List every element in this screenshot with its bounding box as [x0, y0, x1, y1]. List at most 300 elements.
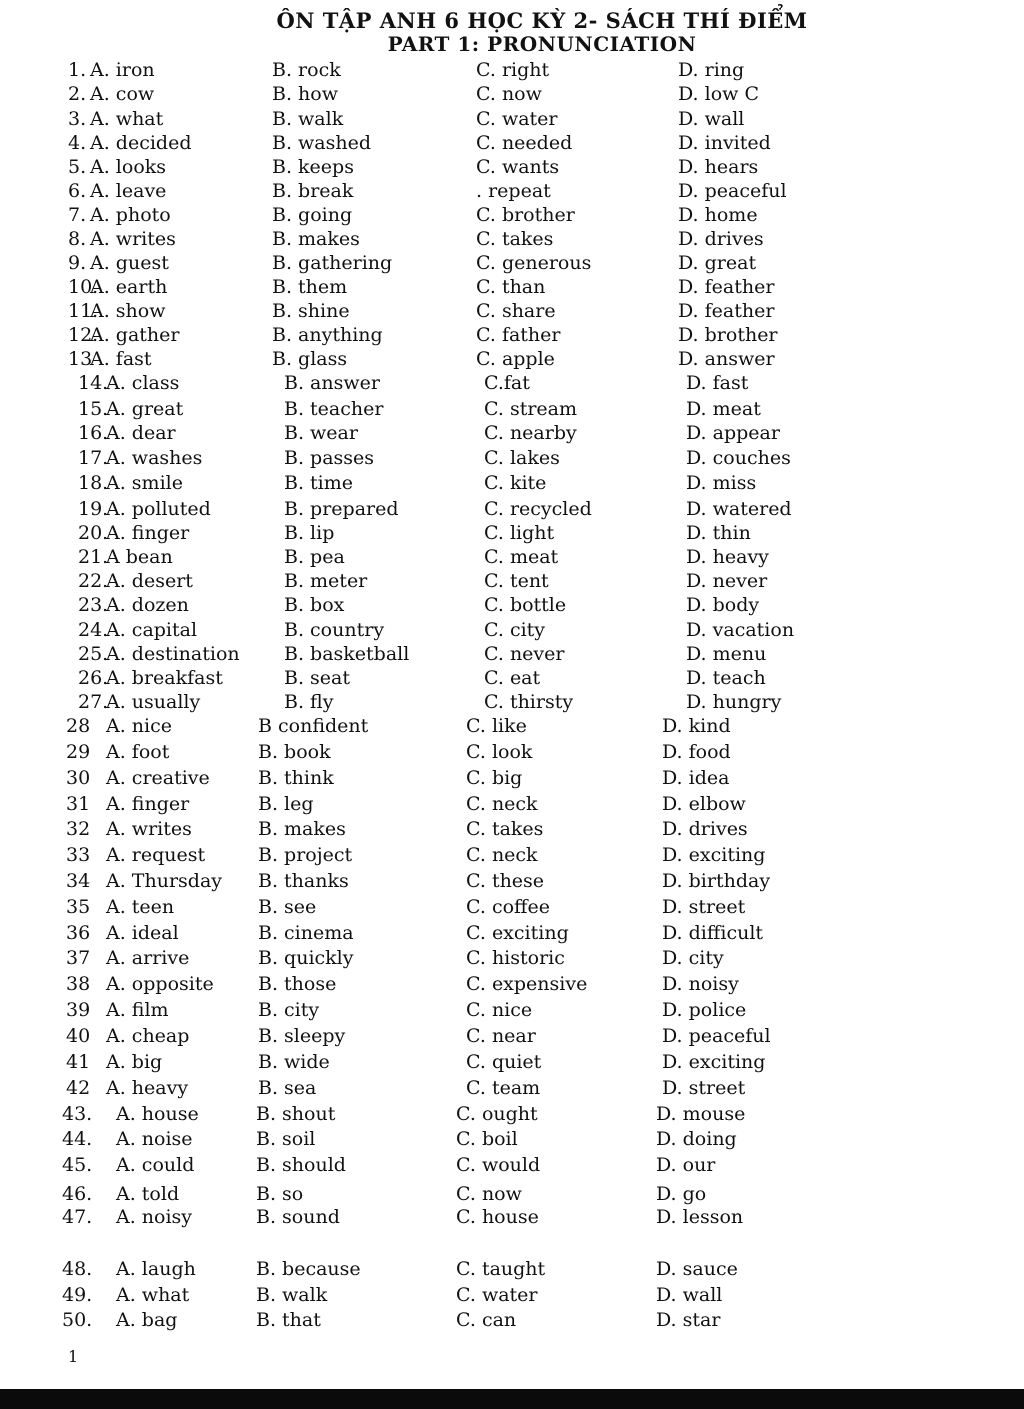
option-d: D. drives	[678, 228, 764, 250]
option-b: B. shine	[272, 300, 350, 322]
option-c: C. now	[456, 1183, 522, 1205]
option-d: D. sauce	[656, 1258, 738, 1280]
option-a: A. writes	[90, 228, 176, 250]
question-number: 2.	[68, 83, 87, 105]
option-c: C. bottle	[484, 594, 567, 616]
option-c: C. father	[476, 324, 561, 346]
question-row	[0, 569, 1024, 593]
option-b: B. how	[272, 83, 338, 105]
option-a: A. photo	[90, 204, 171, 226]
option-b: B. so	[256, 1183, 304, 1205]
question-row	[0, 593, 1024, 617]
question-number: 35	[66, 896, 91, 918]
section-heading: PART 1: PRONUNCIATION	[387, 32, 697, 56]
option-c: C. nearby	[484, 422, 577, 444]
option-d: D. answer	[678, 348, 775, 370]
option-a: A. request	[106, 844, 206, 866]
option-b: B. glass	[272, 348, 348, 370]
option-b: B. city	[258, 999, 320, 1021]
question-number: 31	[66, 793, 91, 815]
question-number: 26.	[78, 667, 109, 689]
option-c: C. neck	[466, 844, 538, 866]
question-number: 25.	[78, 643, 109, 665]
option-c: C. like	[466, 715, 527, 737]
option-a: A. great	[106, 398, 184, 420]
option-b: B. meter	[284, 570, 368, 592]
question-number: 36	[66, 922, 91, 944]
option-d: D. peaceful	[662, 1025, 771, 1047]
option-c: C. nice	[466, 999, 533, 1021]
option-a: A. looks	[90, 156, 167, 178]
option-b: B. prepared	[284, 498, 399, 520]
option-c: C. needed	[476, 132, 573, 154]
bottom-border	[0, 1389, 1024, 1409]
question-row	[0, 869, 1024, 893]
question-row	[0, 766, 1024, 790]
option-d: D. hungry	[686, 691, 782, 713]
question-number: 5.	[68, 156, 87, 178]
question-number: 42	[66, 1077, 91, 1099]
option-d: D. meat	[686, 398, 761, 420]
question-row	[0, 471, 1024, 495]
option-d: D. teach	[686, 667, 766, 689]
question-row	[0, 497, 1024, 521]
option-c: C. stream	[484, 398, 577, 420]
option-a: A. guest	[90, 252, 169, 274]
question-number: 45.	[62, 1154, 93, 1176]
question-number: 27.	[78, 691, 109, 713]
option-d: D. thin	[686, 522, 751, 544]
option-d: D. noisy	[662, 973, 739, 995]
option-a: A. cow	[90, 83, 155, 105]
question-row	[0, 107, 1024, 131]
question-number: 13	[68, 348, 93, 370]
question-number: 49.	[62, 1284, 93, 1306]
option-c: C. water	[456, 1284, 538, 1306]
option-b: B. break	[272, 180, 354, 202]
option-b: B. those	[258, 973, 337, 995]
option-b: B. rock	[272, 59, 341, 81]
question-row	[0, 131, 1024, 155]
option-c: C. brother	[476, 204, 575, 226]
option-c: C. eat	[484, 667, 541, 689]
option-d: D. street	[662, 896, 746, 918]
option-a: A. polluted	[106, 498, 211, 520]
option-c: C. generous	[476, 252, 592, 274]
question-row	[0, 203, 1024, 227]
question-row	[0, 299, 1024, 323]
option-c: C. taught	[456, 1258, 546, 1280]
option-b: B. quickly	[258, 947, 354, 969]
option-d: D. brother	[678, 324, 778, 346]
option-a: A bean	[106, 546, 173, 568]
option-c: C. can	[456, 1309, 517, 1331]
option-d: D. doing	[656, 1128, 737, 1150]
option-d: D. lesson	[656, 1206, 744, 1228]
option-b: B. time	[284, 472, 354, 494]
question-number: 28	[66, 715, 91, 737]
option-d: D. couches	[686, 447, 791, 469]
option-a: A. creative	[106, 767, 210, 789]
option-a: A. show	[90, 300, 166, 322]
option-b: B. walk	[272, 108, 344, 130]
option-b: B. anything	[272, 324, 383, 346]
option-b: B. basketball	[284, 643, 410, 665]
option-d: D. city	[662, 947, 724, 969]
option-d: D. home	[678, 204, 758, 226]
question-row	[0, 972, 1024, 996]
question-number: 16.	[78, 422, 109, 444]
option-b: B. see	[258, 896, 317, 918]
question-row	[0, 1257, 1024, 1281]
option-d: D. hears	[678, 156, 759, 178]
question-number: 11.	[68, 300, 99, 322]
option-c: C. takes	[476, 228, 554, 250]
option-d: D. food	[662, 741, 731, 763]
option-b: B. them	[272, 276, 348, 298]
option-d: D. heavy	[686, 546, 769, 568]
option-a: A. gather	[90, 324, 180, 346]
option-b: B. lip	[284, 522, 335, 544]
question-row	[0, 227, 1024, 251]
option-a: A. smile	[106, 472, 183, 494]
option-a: A. opposite	[106, 973, 214, 995]
question-number: 8.	[68, 228, 87, 250]
question-row	[0, 179, 1024, 203]
question-number: 40	[66, 1025, 91, 1047]
question-number: 50.	[62, 1309, 93, 1331]
option-c: C. recycled	[484, 498, 592, 520]
question-row	[0, 921, 1024, 945]
question-number: 20.	[78, 522, 109, 544]
option-b: B. project	[258, 844, 353, 866]
question-number: 14.	[78, 372, 109, 394]
option-b: B. soil	[256, 1128, 316, 1150]
option-d: D. kind	[662, 715, 731, 737]
option-b: B confident	[258, 715, 369, 737]
question-number: 48.	[62, 1258, 93, 1280]
option-d: D. menu	[686, 643, 767, 665]
option-c: C. thirsty	[484, 691, 574, 713]
option-b: B. makes	[258, 818, 346, 840]
option-c: C. boil	[456, 1128, 518, 1150]
question-number: 19.	[78, 498, 109, 520]
option-b: B. washed	[272, 132, 372, 154]
question-row	[0, 545, 1024, 569]
option-a: A. noise	[116, 1128, 193, 1150]
option-b: B. should	[256, 1154, 346, 1176]
option-d: D. appear	[686, 422, 780, 444]
option-d: D. birthday	[662, 870, 771, 892]
option-a: A. film	[106, 999, 169, 1021]
option-a: A. dear	[106, 422, 176, 444]
option-c: C. coffee	[466, 896, 551, 918]
option-a: A. foot	[106, 741, 170, 763]
option-d: D. miss	[686, 472, 757, 494]
option-b: B. that	[256, 1309, 321, 1331]
option-a: A. class	[106, 372, 180, 394]
option-a: A. teen	[106, 896, 175, 918]
option-d: D. feather	[678, 276, 775, 298]
option-a: A. heavy	[106, 1077, 189, 1099]
option-a: A. noisy	[116, 1206, 193, 1228]
option-c: C. neck	[466, 793, 538, 815]
option-a: A. laugh	[116, 1258, 196, 1280]
option-b: B. think	[258, 767, 334, 789]
question-number: 10.	[68, 276, 99, 298]
option-d: D. star	[656, 1309, 721, 1331]
question-row	[0, 58, 1024, 82]
option-a: A. what	[90, 108, 164, 130]
option-a: A. desert	[106, 570, 193, 592]
question-row	[0, 251, 1024, 275]
question-row	[0, 843, 1024, 867]
question-row	[0, 1076, 1024, 1100]
question-number: 39	[66, 999, 91, 1021]
option-d: D. difficult	[662, 922, 764, 944]
question-row	[0, 82, 1024, 106]
option-c: C. quiet	[466, 1051, 542, 1073]
option-a: A. Thursday	[106, 870, 223, 892]
option-c: C.fat	[484, 372, 530, 394]
question-number: 15.	[78, 398, 109, 420]
option-d: D. street	[662, 1077, 746, 1099]
question-row	[0, 618, 1024, 642]
question-number: 37	[66, 947, 91, 969]
option-c: C. wants	[476, 156, 560, 178]
question-number: 18.	[78, 472, 109, 494]
option-d: D. peaceful	[678, 180, 787, 202]
question-row	[0, 1153, 1024, 1177]
question-number: 43.	[62, 1103, 93, 1125]
option-b: B. fly	[284, 691, 334, 713]
option-a: A. writes	[106, 818, 192, 840]
option-a: A. usually	[106, 691, 201, 713]
option-b: B. seat	[284, 667, 350, 689]
question-row	[0, 1102, 1024, 1126]
option-b: B. teacher	[284, 398, 384, 420]
question-number: 29	[66, 741, 91, 763]
question-row	[0, 895, 1024, 919]
question-row	[0, 1205, 1024, 1229]
option-d: D. police	[662, 999, 747, 1021]
question-row	[0, 666, 1024, 690]
option-c: C. big	[466, 767, 523, 789]
option-c: C. these	[466, 870, 545, 892]
question-number: 6.	[68, 180, 87, 202]
question-row	[0, 642, 1024, 666]
question-row	[0, 714, 1024, 738]
option-a: A. finger	[106, 522, 190, 544]
question-row	[0, 1182, 1024, 1206]
option-d: D. exciting	[662, 844, 766, 866]
option-b: B. shout	[256, 1103, 336, 1125]
option-b: B. keeps	[272, 156, 354, 178]
option-b: B. thanks	[258, 870, 349, 892]
option-c: C. look	[466, 741, 533, 763]
option-d: D. low C	[678, 83, 759, 105]
option-c: C. expensive	[466, 973, 588, 995]
question-number: 33	[66, 844, 91, 866]
question-number: 12.	[68, 324, 99, 346]
question-number: 24.	[78, 619, 109, 641]
option-d: D. go	[656, 1183, 707, 1205]
question-number: 30	[66, 767, 91, 789]
option-b: B. sound	[256, 1206, 340, 1228]
question-number: 22.	[78, 570, 109, 592]
option-b: B. makes	[272, 228, 360, 250]
option-c: C. light	[484, 522, 555, 544]
option-d: D. fast	[686, 372, 749, 394]
option-a: A. could	[116, 1154, 195, 1176]
option-c: C. exciting	[466, 922, 569, 944]
question-number: 1.	[68, 59, 87, 81]
option-c: C. ought	[456, 1103, 538, 1125]
question-number: 38	[66, 973, 91, 995]
question-number: 41	[66, 1051, 91, 1073]
option-a: A. decided	[90, 132, 192, 154]
option-b: B. pea	[284, 546, 345, 568]
option-b: B. book	[258, 741, 331, 763]
option-d: D. wall	[656, 1284, 723, 1306]
option-d: D. body	[686, 594, 760, 616]
option-b: B. gathering	[272, 252, 393, 274]
option-c: C. now	[476, 83, 542, 105]
option-d: D. watered	[686, 498, 792, 520]
worksheet-title: ÔN TẬP ANH 6 HỌC KỲ 2- SÁCH THÍ ĐIỂM	[276, 8, 808, 33]
option-c: C. tent	[484, 570, 549, 592]
question-row	[0, 347, 1024, 371]
option-b: B. because	[256, 1258, 361, 1280]
option-b: B. cinema	[258, 922, 354, 944]
question-row	[0, 397, 1024, 421]
question-row	[0, 740, 1024, 764]
option-d: D. drives	[662, 818, 748, 840]
option-c: C. house	[456, 1206, 539, 1228]
question-number: 47.	[62, 1206, 93, 1228]
option-c: C. near	[466, 1025, 536, 1047]
option-a: A. what	[116, 1284, 190, 1306]
option-a: A. dozen	[106, 594, 189, 616]
option-c: C. lakes	[484, 447, 560, 469]
question-row	[0, 817, 1024, 841]
option-c: C. water	[476, 108, 558, 130]
option-a: A. ideal	[106, 922, 179, 944]
option-a: A. bag	[116, 1309, 178, 1331]
option-a: A. washes	[106, 447, 203, 469]
question-number: 44.	[62, 1128, 93, 1150]
question-number: 3.	[68, 108, 87, 130]
option-d: D. great	[678, 252, 757, 274]
question-row	[0, 371, 1024, 395]
option-c: C. never	[484, 643, 565, 665]
option-c: C. apple	[476, 348, 555, 370]
option-c: C. takes	[466, 818, 544, 840]
option-a: A. breakfast	[106, 667, 223, 689]
option-c: C. right	[476, 59, 550, 81]
option-d: D. vacation	[686, 619, 795, 641]
option-c: C. share	[476, 300, 556, 322]
option-b: B. sea	[258, 1077, 317, 1099]
option-a: A. nice	[106, 715, 172, 737]
option-b: B. sleepy	[258, 1025, 346, 1047]
question-row	[0, 998, 1024, 1022]
option-d: D. mouse	[656, 1103, 746, 1125]
option-d: D. our	[656, 1154, 716, 1176]
option-b: B. walk	[256, 1284, 328, 1306]
question-number: 46.	[62, 1183, 93, 1205]
option-b: B. leg	[258, 793, 314, 815]
option-a: A. earth	[90, 276, 168, 298]
option-a: A. capital	[106, 619, 198, 641]
question-row	[0, 323, 1024, 347]
option-c: C. would	[456, 1154, 541, 1176]
option-a: A. house	[116, 1103, 199, 1125]
question-row	[0, 446, 1024, 470]
option-d: D. elbow	[662, 793, 746, 815]
question-row	[0, 792, 1024, 816]
option-c: C. kite	[484, 472, 547, 494]
option-c: . repeat	[476, 180, 551, 202]
option-d: D. ring	[678, 59, 745, 81]
question-number: 21.	[78, 546, 109, 568]
question-row	[0, 1050, 1024, 1074]
option-d: D. feather	[678, 300, 775, 322]
option-a: A. cheap	[106, 1025, 190, 1047]
option-a: A. leave	[90, 180, 167, 202]
question-row	[0, 1308, 1024, 1332]
question-row	[0, 1024, 1024, 1048]
option-a: A. finger	[106, 793, 190, 815]
question-number: 23.	[78, 594, 109, 616]
question-row	[0, 421, 1024, 445]
question-number: 7.	[68, 204, 87, 226]
question-row	[0, 1127, 1024, 1151]
question-number: 9.	[68, 252, 87, 274]
question-number: 34	[66, 870, 91, 892]
page-number: 1	[68, 1347, 79, 1366]
option-d: D. wall	[678, 108, 745, 130]
option-c: C. than	[476, 276, 546, 298]
option-c: C. team	[466, 1077, 541, 1099]
option-d: D. invited	[678, 132, 771, 154]
question-row	[0, 275, 1024, 299]
option-a: A. destination	[106, 643, 240, 665]
option-a: A. fast	[90, 348, 152, 370]
option-a: A. told	[116, 1183, 180, 1205]
option-a: A. iron	[90, 59, 155, 81]
option-c: C. historic	[466, 947, 565, 969]
option-a: A. arrive	[106, 947, 190, 969]
question-row	[0, 690, 1024, 714]
option-b: B. box	[284, 594, 345, 616]
question-row	[0, 946, 1024, 970]
option-b: B. answer	[284, 372, 380, 394]
question-row	[0, 521, 1024, 545]
option-b: B. wear	[284, 422, 358, 444]
question-number: 32	[66, 818, 91, 840]
option-b: B. going	[272, 204, 353, 226]
option-d: D. never	[686, 570, 768, 592]
option-d: D. exciting	[662, 1051, 766, 1073]
question-row	[0, 155, 1024, 179]
option-a: A. big	[106, 1051, 163, 1073]
option-b: B. wide	[258, 1051, 330, 1073]
option-c: C. city	[484, 619, 546, 641]
option-d: D. idea	[662, 767, 730, 789]
option-c: C. meat	[484, 546, 559, 568]
option-b: B. country	[284, 619, 385, 641]
